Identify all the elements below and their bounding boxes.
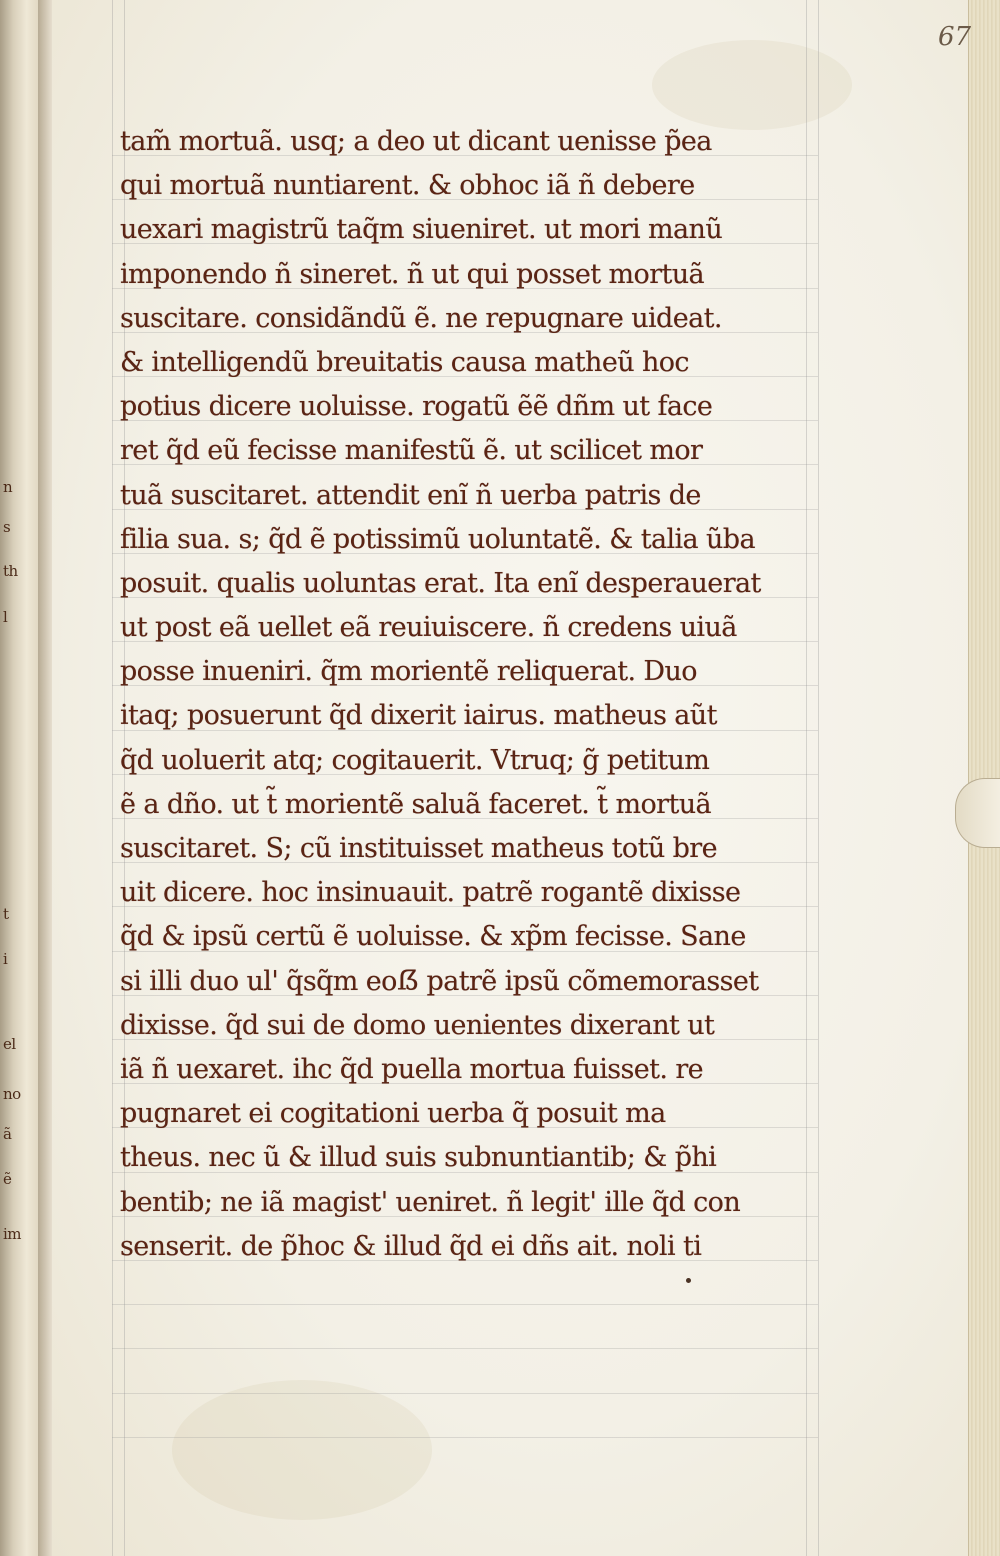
manuscript-text-block: [120, 120, 820, 1269]
folio-number: 67: [938, 22, 972, 52]
text-line: itaq; posuerunt q̃d dixerit iairus. matheus aũt: [120, 700, 717, 732]
text-line: iã ñ uexaret. ihc q̃d puella mortua fuisset. re: [120, 1053, 704, 1085]
verso-text-fragment: th: [3, 562, 18, 580]
verso-text-fragment: ã: [3, 1125, 12, 1143]
text-line: pugnaret ei cogitationi uerba q̃ posuit ma: [120, 1098, 666, 1130]
text-line: filia sua. s; q̃d ẽ potissimũ uoluntatẽ. & talia ũba: [120, 523, 755, 555]
ink-dot: [686, 1278, 691, 1283]
text-line: q̃d & ipsũ certũ ẽ uoluisse. & xp̃m fecisse. Sane: [120, 921, 746, 953]
text-line: dixisse. q̃d sui de domo uenientes dixerant ut: [120, 1009, 715, 1041]
parchment-stain: [172, 1380, 432, 1520]
verso-text-fragment: s: [3, 518, 11, 536]
ruling-line-horizontal: [112, 1393, 818, 1394]
ruling-line-horizontal: [112, 1437, 818, 1438]
book-gutter: [38, 0, 52, 1556]
text-line: ẽ a dño. ut t̃ morientẽ saluã faceret. t̃ mortuã: [120, 788, 711, 820]
text-line: & intelligendũ breuitatis causa matheũ hoc: [120, 346, 689, 378]
page-tab: [955, 778, 1000, 848]
verso-text-fragment: ẽ: [3, 1170, 12, 1188]
text-line: imponendo ñ sineret. ñ ut qui posset mortuã: [120, 258, 705, 290]
verso-text-fragment: im: [3, 1225, 22, 1243]
parchment-stain: [652, 40, 852, 130]
text-line: senserit. de p̃hoc & illud q̃d ei dñs ait. noli ti: [120, 1230, 702, 1262]
verso-text-fragment: t: [3, 905, 9, 923]
text-line: qui mortuã nuntiarent. & obhoc iã ñ debere: [120, 170, 695, 202]
text-line: ret q̃d eũ fecisse manifestũ ẽ. ut scilicet mor: [120, 435, 703, 467]
verso-page-edge: [0, 0, 40, 1556]
verso-text-fragment: el: [3, 1035, 16, 1053]
text-line: posuit. qualis uoluntas erat. Ita enĩ desperauerat: [120, 567, 761, 599]
text-line: ut post eã uellet eã reuiuiscere. ñ credens uiuã: [120, 612, 737, 644]
text-line: si illi duo ul' q̃sq̃m eoẞ patrẽ ipsũ cõmemorasset: [120, 965, 759, 997]
ruling-line-horizontal: [112, 1348, 818, 1349]
verso-text-fragment: no: [3, 1085, 21, 1103]
text-line: tuã suscitaret. attendit enĩ ñ uerba patris de: [120, 479, 701, 511]
verso-text-fragment: n: [3, 478, 13, 496]
ruling-line-horizontal: [112, 1304, 818, 1305]
text-line: tam̃ mortuã. usq; a deo ut dicant uenisse p̃ea: [120, 126, 712, 157]
text-line: uit dicere. hoc insinuauit. patrẽ rogantẽ dixisse: [120, 877, 741, 909]
text-line: bentib; ne iã magist' ueniret. ñ legit' ille q̃d con: [120, 1186, 741, 1218]
text-line: potius dicere uoluisse. rogatũ ẽẽ dñm ut face: [120, 391, 713, 423]
text-line: q̃d uoluerit atq; cogitauerit. Vtruq; g̃ petitum: [120, 744, 710, 776]
text-line: suscitare. considãndũ ẽ. ne repugnare uideat.: [120, 302, 722, 334]
text-line: uexari magistrũ taq̃m siueniret. ut mori manũ: [120, 214, 723, 246]
text-line: posse inueniri. q̃m morientẽ reliquerat. Duo: [120, 656, 697, 688]
verso-text-fragment: i: [3, 950, 8, 968]
text-line: suscitaret. S; cũ instituisset matheus totũ bre: [120, 833, 717, 864]
text-line: theus. nec ũ & illud suis subnuntiantib; & p̃hi: [120, 1142, 717, 1174]
ruling-line-vertical: [112, 0, 113, 1556]
verso-text-fragment: l: [3, 608, 8, 626]
